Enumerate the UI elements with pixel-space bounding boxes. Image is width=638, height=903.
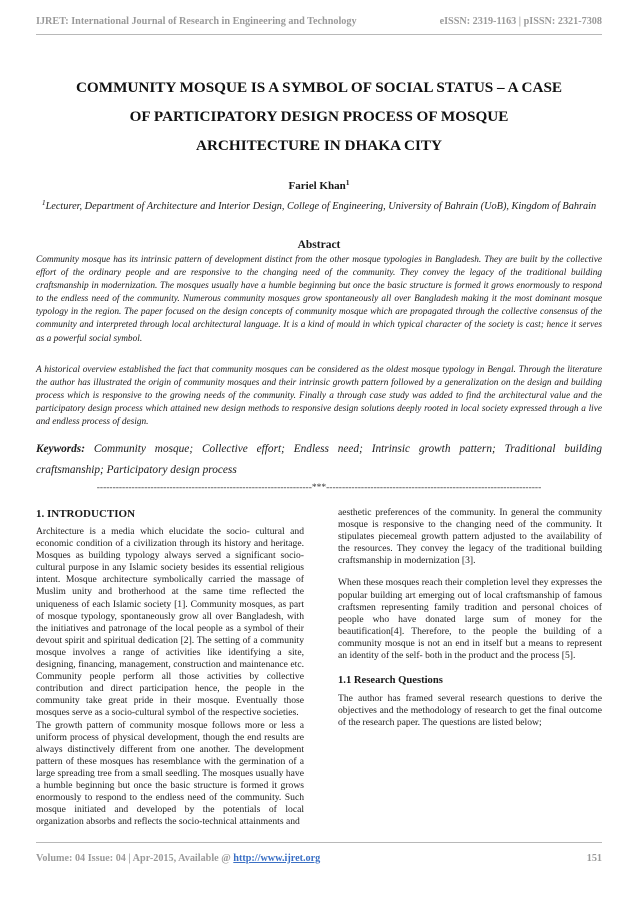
author-name: Fariel Khan	[288, 180, 346, 192]
abstract-paragraph-1: Community mosque has its intrinsic pattern of development distinct from the other mosque typologies in Bangladesh. They are built by the collective effort of the ordinary people and are responsive to the changing need of the community. They convey the legacy of the traditional building craftsmanship in modernization. The mosques usually have a humble beginning but once the basic structure is formed it grows enormously to respond to the endless need of the community. Numerous community mosques grow spontaneously all over Bangladesh making it the most dominant mosque typology in the region. The paper focused on the design concepts of community mosque which are propagated through the collective consensus of the community and interpreted through local architectural language. It is a kind of mould in which typical character of the society is cast; hence it serves as a powerful social symbol.	[36, 255, 602, 344]
left-column	[36, 507, 304, 828]
author	[36, 179, 602, 193]
affiliation	[36, 199, 602, 214]
affiliation-sup: 1	[41, 198, 46, 207]
author-sup: 1	[345, 178, 350, 187]
right-column	[338, 507, 602, 729]
abstract-paragraph-2: A historical overview established the fact that community mosques can be considered as the oldest mosque typology in Bengal. Through the literature the author has illustrated the origin of community mosques and their intrinsic growth pattern followed by a generalization on the design and building process which is responsive to the growing needs of the community. Finally a through case study was added to find the architectural value and the participatory design process which attained new design methods to responsive design solutions deeply rooted in local society expressed through a live and endless process of design.	[36, 365, 602, 428]
introduction-paragraph-3: When these mosques reach their completion level they expresses the popular building art emerging out of local craftsmanship of famous craftsmen representing family tradition and personal choices of people who have donated large sum of money for the beautification[4]. Therefore, to the people the building of a community mosque is not an end in itself but a means to represent an identity of the self- both in the product and the process [5].	[338, 577, 602, 662]
introduction-paragraph-2: The growth pattern of community mosque follows more or less a uniform process of physical development, though the end results are always distinctively different from one another. The development pattern of these mosques has resemblance with the germination of a large spreading tree from a small seedling. The mosques usually have a humble beginning but once the basic structure is formed it grows enormously to respond to the endless need of the community. Such mosque initiated and developed by the potentials of local organization absorbs and reflects the socio-technical attainments and	[36, 719, 304, 828]
introduction-heading: 1. INTRODUCTION	[36, 508, 136, 520]
paper-title	[36, 73, 602, 160]
journal-link[interactable]: http://www.ijret.org	[233, 852, 321, 864]
running-footer	[36, 850, 602, 866]
page-number: 151	[586, 852, 602, 864]
volume-text: Volume: 04 Issue: 04 | Apr-2015, Available @	[36, 852, 234, 864]
footer-rule	[36, 842, 602, 843]
section-separator: --------------------------------------------------------------------***--------------------------------------------------------------------	[96, 483, 542, 493]
title-line: OF PARTICIPATORY DESIGN PROCESS OF MOSQUE	[129, 108, 509, 125]
header-rule	[36, 34, 602, 35]
title-line: ARCHITECTURE IN DHAKA CITY	[196, 137, 442, 154]
running-header	[36, 13, 602, 29]
journal-name: IJRET: International Journal of Research in Engineering and Technology	[36, 15, 357, 27]
research-questions-paragraph: The author has framed several research questions to derive the objectives and the methodology of research to get the final outcome of the research paper. The questions are listed below;	[338, 693, 602, 729]
introduction-paragraph-2-continued: aesthetic preferences of the community. In general the community mosque is responsive to the changing need of the community. It stipulates piecemeal growth pattern adjusted to the availability of the resources. They convey the legacy of the traditional building craftsmanship in modernization [3].	[338, 507, 602, 567]
keywords	[36, 439, 602, 481]
keywords-text: Community mosque; Collective effort; Endless need; Intrinsic growth pattern; Traditional building craftsmanship; Participatory design process	[36, 443, 603, 476]
introduction-paragraph-1: Architecture is a media which elucidate the socio- cultural and economic condition of a civilization through its history and heritage. Mosques as building typology always served a significant socio-cultural purpose in any Islamic society besides its essential religious intent. Mosque architecture symbolically carried the massage of Muslim unity and brotherhood at the same time reflected the uniqueness of each Islamic society [1]. Community mosques, as part of mosque typology, spontaneously grow all over Bangladesh, with the initiatives and patronage of the local people as a symbol of their devout spirit and spiritual dedication [2]. The setting of a community mosque involves a range of activities like identifying a site, designing, financing, management, construction and maintenance etc. Community people perform all those activities by collective contribution and direct participation hence, the people in the community take great pride in their mosque. Eventually those mosques serve as a socio-cultural symbol of the respective societies.	[36, 526, 304, 719]
footer-volume	[36, 853, 320, 864]
keywords-label: Keywords:	[36, 443, 85, 455]
issn: eISSN: 2319-1163 | pISSN: 2321-7308	[439, 15, 602, 27]
research-questions-heading: 1.1 Research Questions	[338, 675, 443, 687]
title-line: COMMUNITY MOSQUE IS A SYMBOL OF SOCIAL STATUS – A CASE	[75, 79, 563, 96]
affiliation-text: Lecturer, Department of Architecture and Interior Design, College of Engineering, University of Bahrain (UoB), Kingdom of Bahrain	[45, 201, 597, 212]
abstract-heading: Abstract	[297, 239, 341, 251]
